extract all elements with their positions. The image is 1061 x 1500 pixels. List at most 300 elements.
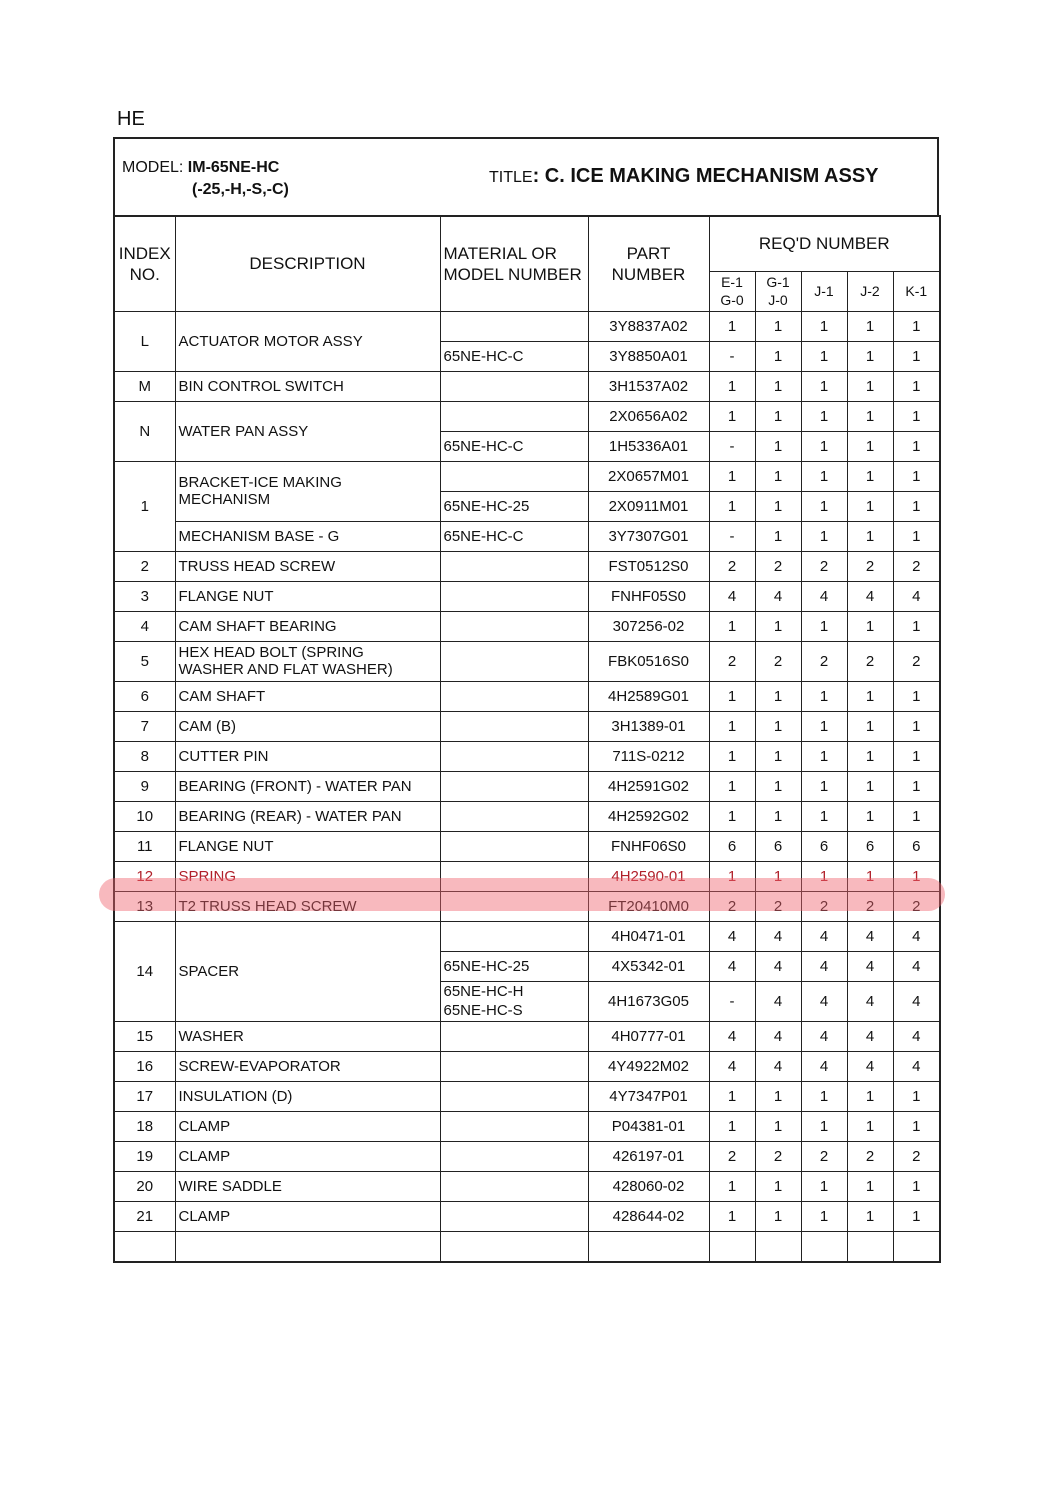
cell-description: [175, 641, 440, 681]
cell-qty: 2: [801, 551, 847, 581]
cell-qty: 1: [755, 371, 801, 401]
col-description: DESCRIPTION: [175, 216, 440, 311]
cell-qty: 6: [755, 831, 801, 861]
table-row: [114, 1021, 940, 1051]
cell-description: [175, 711, 440, 741]
table-row: [114, 641, 940, 681]
cell-qty: 2: [893, 551, 940, 581]
col-reqd-sub-line1: G-1: [766, 274, 790, 290]
cell-qty: 1: [893, 1111, 940, 1141]
col-reqd-sub-line1: K-1: [905, 283, 928, 299]
cell-qty: 1: [893, 371, 940, 401]
cell-qty: 4: [755, 921, 801, 951]
cell-material: [440, 341, 588, 371]
cell-qty: 2: [755, 891, 801, 921]
cell-qty: 1: [801, 1081, 847, 1111]
cell-qty: 1: [801, 741, 847, 771]
cell-qty: 2: [709, 891, 755, 921]
table-row: [114, 681, 940, 711]
cell-part-number: 428644-02: [588, 1201, 709, 1231]
cell-description-text: BEARING (REAR) - WATER PAN: [178, 807, 402, 825]
col-reqd-sub-line1: J-2: [860, 283, 880, 299]
cell-material: [440, 861, 588, 891]
cell-qty: 1: [755, 461, 801, 491]
cell-qty: 2: [709, 551, 755, 581]
cell-index: 19: [114, 1141, 175, 1171]
cell-material: [440, 891, 588, 921]
cell-empty: [893, 1231, 940, 1262]
cell-qty: 1: [847, 341, 893, 371]
cell-part-number: 4H2590-01: [588, 861, 709, 891]
cell-material: [440, 431, 588, 461]
cell-description-text: CAM SHAFT: [178, 687, 266, 705]
cell-material: [440, 741, 588, 771]
cell-index: 4: [114, 611, 175, 641]
cell-qty: 2: [801, 891, 847, 921]
cell-description-text: CLAMP: [178, 1147, 231, 1165]
cell-description-text: BRACKET-ICE MAKING MECHANISM: [178, 474, 342, 508]
cell-qty: 4: [709, 951, 755, 981]
cell-qty: 2: [847, 1141, 893, 1171]
cell-qty: 1: [801, 1171, 847, 1201]
cell-qty: 1: [709, 371, 755, 401]
cell-index: 3: [114, 581, 175, 611]
table-row: [114, 371, 940, 401]
cell-qty: 2: [893, 1141, 940, 1171]
cell-empty: [114, 1231, 175, 1262]
cell-qty: 1: [709, 1201, 755, 1231]
cell-qty: 4: [893, 1021, 940, 1051]
cell-material-text: 65NE-HC-C: [443, 437, 524, 455]
cell-qty: 1: [893, 311, 940, 341]
cell-qty: 1: [801, 491, 847, 521]
cell-index: 9: [114, 771, 175, 801]
cell-qty: 1: [847, 861, 893, 891]
cell-qty: 1: [801, 371, 847, 401]
cell-part-number: 4X5342-01: [588, 951, 709, 981]
cell-qty: 1: [893, 521, 940, 551]
cell-part-number: 4H2591G02: [588, 771, 709, 801]
cell-qty: 6: [893, 831, 940, 861]
cell-qty: 1: [709, 1171, 755, 1201]
model-block: [122, 157, 289, 201]
cell-qty: 1: [847, 1081, 893, 1111]
cell-description: [175, 801, 440, 831]
cell-qty: 1: [709, 711, 755, 741]
cell-part-number: 4H2592G02: [588, 801, 709, 831]
cell-description: [175, 921, 440, 1021]
cell-index: 1: [114, 461, 175, 551]
cell-description: [175, 611, 440, 641]
cell-qty: 2: [893, 641, 940, 681]
cell-description-text: BIN CONTROL SWITCH: [178, 377, 344, 395]
cell-index: N: [114, 401, 175, 461]
cell-part-number: 3Y7307G01: [588, 521, 709, 551]
cell-qty: 1: [847, 1171, 893, 1201]
table-row: [114, 1171, 940, 1201]
cell-part-number: 2X0657M01: [588, 461, 709, 491]
cell-qty: 1: [847, 611, 893, 641]
cell-material: [440, 951, 588, 981]
cell-qty: 1: [893, 341, 940, 371]
parts-sheet: [113, 137, 939, 1263]
cell-qty: -: [709, 431, 755, 461]
cell-qty: 1: [847, 771, 893, 801]
cell-description: [175, 681, 440, 711]
table-row: [114, 921, 940, 951]
cell-description: [175, 401, 440, 461]
cell-description-text: ACTUATOR MOTOR ASSY: [178, 332, 363, 350]
cell-description-text: CLAMP: [178, 1117, 231, 1135]
cell-qty: -: [709, 521, 755, 551]
cell-empty: [709, 1231, 755, 1262]
model-suffix: (-25,-H,-S,-C): [192, 181, 289, 198]
cell-description: [175, 1201, 440, 1231]
cell-qty: 4: [847, 1051, 893, 1081]
cell-description-text: WATER PAN ASSY: [178, 422, 309, 440]
cell-qty: 4: [847, 1021, 893, 1051]
cell-part-number: 426197-01: [588, 1141, 709, 1171]
cell-material: [440, 641, 588, 681]
table-row: [114, 1081, 940, 1111]
cell-material: [440, 921, 588, 951]
cell-material: [440, 1081, 588, 1111]
cell-qty: 1: [755, 341, 801, 371]
cell-description-text: CLAMP: [178, 1207, 231, 1225]
cell-description-text: CAM (B): [178, 717, 236, 735]
cell-qty: 1: [755, 801, 801, 831]
cell-qty: 1: [709, 491, 755, 521]
cell-qty: 1: [893, 1171, 940, 1201]
cell-qty: 1: [755, 431, 801, 461]
cell-qty: 2: [893, 891, 940, 921]
cell-part-number: 428060-02: [588, 1171, 709, 1201]
cell-description: [175, 891, 440, 921]
cell-description-text-2: WASHER AND FLAT WASHER): [178, 661, 393, 678]
cell-index: L: [114, 311, 175, 371]
cell-description: [175, 1051, 440, 1081]
col-reqd-sub-line1: E-1: [721, 274, 743, 290]
cell-part-number: 3Y8850A01: [588, 341, 709, 371]
cell-qty: 4: [709, 921, 755, 951]
cell-index: 10: [114, 801, 175, 831]
cell-qty: 4: [801, 1051, 847, 1081]
cell-description: [175, 371, 440, 401]
cell-qty: 1: [801, 771, 847, 801]
col-reqd-sub-line2: J-0: [768, 292, 788, 308]
cell-description-text: WIRE SADDLE: [178, 1177, 282, 1195]
cell-material: [440, 831, 588, 861]
cell-empty: [175, 1231, 440, 1262]
cell-empty: [801, 1231, 847, 1262]
cell-qty: 1: [755, 1111, 801, 1141]
cell-material: [440, 1171, 588, 1201]
table-row: [114, 521, 940, 551]
cell-part-number: 1H5336A01: [588, 431, 709, 461]
cell-qty: 4: [893, 951, 940, 981]
cell-qty: 1: [709, 771, 755, 801]
cell-part-number: 2X0911M01: [588, 491, 709, 521]
cell-qty: 4: [755, 1021, 801, 1051]
table-row: [114, 311, 940, 341]
cell-qty: 1: [755, 1171, 801, 1201]
col-material-line1: MATERIAL OR: [443, 243, 557, 263]
cell-qty: 1: [801, 401, 847, 431]
cell-qty: 1: [709, 311, 755, 341]
cell-qty: 2: [801, 1141, 847, 1171]
col-index: [114, 216, 175, 311]
cell-description-text: CUTTER PIN: [178, 747, 269, 765]
cell-qty: 1: [847, 681, 893, 711]
table-row: [114, 551, 940, 581]
cell-description-text: FLANGE NUT: [178, 837, 274, 855]
cell-part-number: 4H0777-01: [588, 1021, 709, 1051]
cell-qty: 2: [709, 641, 755, 681]
cell-qty: 1: [709, 861, 755, 891]
cell-description-text: CAM SHAFT BEARING: [178, 617, 337, 635]
cell-qty: 1: [801, 611, 847, 641]
cell-qty: 1: [847, 521, 893, 551]
cell-qty: 2: [755, 551, 801, 581]
cell-description-text: FLANGE NUT: [178, 587, 274, 605]
cell-material: [440, 1021, 588, 1051]
col-reqd-sub: [893, 271, 940, 311]
table-row: [114, 711, 940, 741]
cell-qty: 4: [847, 921, 893, 951]
parts-table: [113, 215, 941, 1263]
cell-description: [175, 311, 440, 371]
cell-material: [440, 1051, 588, 1081]
table-row: [114, 611, 940, 641]
cell-qty: 4: [847, 951, 893, 981]
page-code: HE: [117, 108, 145, 130]
cell-qty: 1: [847, 1201, 893, 1231]
cell-index: 20: [114, 1171, 175, 1201]
sheet-title: [489, 165, 879, 188]
col-material-line2: MODEL NUMBER: [443, 264, 582, 284]
cell-qty: 4: [847, 981, 893, 1021]
cell-description-text: T2 TRUSS HEAD SCREW: [178, 897, 357, 915]
cell-qty: 1: [755, 861, 801, 891]
cell-index: 11: [114, 831, 175, 861]
cell-description: [175, 521, 440, 551]
col-index-line1: INDEX: [118, 243, 171, 263]
cell-material: [440, 491, 588, 521]
cell-description-text: WASHER: [178, 1027, 244, 1045]
col-reqd-sub: [847, 271, 893, 311]
cell-qty: 1: [709, 681, 755, 711]
cell-part-number: 4H1673G05: [588, 981, 709, 1021]
cell-index: 21: [114, 1201, 175, 1231]
cell-qty: 1: [847, 401, 893, 431]
cell-part-number: 3Y8837A02: [588, 311, 709, 341]
cell-qty: 1: [801, 341, 847, 371]
cell-index: 13: [114, 891, 175, 921]
cell-qty: -: [709, 981, 755, 1021]
title-label: TITLE: [489, 169, 533, 186]
cell-qty: 4: [801, 981, 847, 1021]
cell-part-number: FT20410M0: [588, 891, 709, 921]
cell-index: 18: [114, 1111, 175, 1141]
cell-qty: 1: [755, 681, 801, 711]
cell-qty: 1: [801, 861, 847, 891]
col-reqd-sub: [755, 271, 801, 311]
col-reqd-sub: [709, 271, 755, 311]
cell-description-text: SPACER: [178, 962, 240, 980]
cell-description-text: INSULATION (D): [178, 1087, 293, 1105]
cell-index: 8: [114, 741, 175, 771]
cell-qty: 6: [709, 831, 755, 861]
cell-qty: 1: [801, 711, 847, 741]
cell-qty: 1: [893, 711, 940, 741]
cell-qty: 6: [801, 831, 847, 861]
cell-part-number: 4Y4922M02: [588, 1051, 709, 1081]
cell-material: [440, 681, 588, 711]
cell-qty: 1: [709, 741, 755, 771]
cell-part-number: FNHF06S0: [588, 831, 709, 861]
table-row: [114, 771, 940, 801]
cell-qty: 1: [847, 1111, 893, 1141]
cell-qty: 1: [709, 801, 755, 831]
cell-empty: [440, 1231, 588, 1262]
cell-material: [440, 401, 588, 431]
cell-material: [440, 551, 588, 581]
table-row-empty: [114, 1231, 940, 1262]
cell-qty: 4: [893, 921, 940, 951]
cell-qty: 6: [847, 831, 893, 861]
cell-index: 16: [114, 1051, 175, 1081]
cell-material-text: 65NE-HC-H: [443, 983, 524, 1000]
title-value: : C. ICE MAKING MECHANISM ASSY: [532, 165, 879, 187]
table-row: [114, 831, 940, 861]
table-row: [114, 581, 940, 611]
cell-part-number: 3H1389-01: [588, 711, 709, 741]
cell-qty: 1: [801, 521, 847, 551]
cell-material-text: 65NE-HC-C: [443, 527, 524, 545]
cell-qty: 2: [847, 641, 893, 681]
cell-qty: 1: [801, 801, 847, 831]
cell-qty: 4: [801, 951, 847, 981]
cell-index: 7: [114, 711, 175, 741]
cell-qty: -: [709, 341, 755, 371]
cell-qty: 4: [709, 1021, 755, 1051]
cell-part-number: FST0512S0: [588, 551, 709, 581]
cell-qty: 1: [893, 461, 940, 491]
cell-material: [440, 711, 588, 741]
cell-qty: 1: [709, 1111, 755, 1141]
cell-qty: 1: [801, 1111, 847, 1141]
cell-part-number: 4H2589G01: [588, 681, 709, 711]
cell-material: [440, 521, 588, 551]
cell-qty: 1: [755, 491, 801, 521]
cell-material: [440, 1141, 588, 1171]
cell-qty: 4: [755, 1051, 801, 1081]
cell-index: 5: [114, 641, 175, 681]
cell-index: 2: [114, 551, 175, 581]
cell-material: [440, 371, 588, 401]
cell-qty: 1: [893, 401, 940, 431]
cell-qty: 1: [755, 741, 801, 771]
cell-qty: 1: [801, 681, 847, 711]
cell-qty: 1: [755, 771, 801, 801]
cell-index: M: [114, 371, 175, 401]
cell-description: [175, 461, 440, 521]
table-row: [114, 1111, 940, 1141]
cell-empty: [588, 1231, 709, 1262]
cell-part-number: FBK0516S0: [588, 641, 709, 681]
cell-material: [440, 311, 588, 341]
cell-qty: 1: [709, 1081, 755, 1111]
col-material: [440, 216, 588, 311]
cell-qty: 1: [755, 311, 801, 341]
cell-qty: 4: [801, 1021, 847, 1051]
table-row: [114, 1141, 940, 1171]
cell-part-number: 711S-0212: [588, 741, 709, 771]
col-index-line2: NO.: [129, 264, 160, 284]
cell-index: 12: [114, 861, 175, 891]
cell-material: [440, 581, 588, 611]
cell-description: [175, 551, 440, 581]
cell-qty: 2: [709, 1141, 755, 1171]
cell-part-number: 4H0471-01: [588, 921, 709, 951]
cell-qty: 4: [893, 981, 940, 1021]
cell-description: [175, 1141, 440, 1171]
cell-description-text: BEARING (FRONT) - WATER PAN: [178, 777, 412, 795]
cell-qty: 1: [755, 1081, 801, 1111]
table-row: [114, 861, 940, 891]
cell-qty: 1: [847, 311, 893, 341]
table-row: [114, 461, 940, 491]
cell-description-text: HEX HEAD BOLT (SPRING: [178, 644, 364, 661]
cell-material: [440, 1111, 588, 1141]
cell-qty: 1: [893, 431, 940, 461]
cell-qty: 4: [801, 581, 847, 611]
cell-qty: 4: [755, 581, 801, 611]
cell-qty: 1: [755, 401, 801, 431]
cell-material: [440, 771, 588, 801]
cell-qty: 1: [755, 521, 801, 551]
cell-description: [175, 741, 440, 771]
col-reqd-sub: [801, 271, 847, 311]
cell-description: [175, 831, 440, 861]
cell-qty: 1: [847, 461, 893, 491]
cell-part-number: 3H1537A02: [588, 371, 709, 401]
cell-qty: 2: [755, 1141, 801, 1171]
cell-material-text: 65NE-HC-C: [443, 347, 524, 365]
table-row: [114, 741, 940, 771]
cell-material-text: 65NE-HC-25: [443, 957, 530, 975]
cell-index: 6: [114, 681, 175, 711]
cell-material: [440, 611, 588, 641]
cell-material: [440, 801, 588, 831]
cell-empty: [847, 1231, 893, 1262]
col-part: [588, 216, 709, 311]
cell-qty: 4: [847, 581, 893, 611]
cell-qty: 1: [847, 431, 893, 461]
cell-material: [440, 461, 588, 491]
cell-qty: 4: [893, 1051, 940, 1081]
table-row: [114, 1051, 940, 1081]
cell-description: [175, 1171, 440, 1201]
cell-qty: 1: [847, 801, 893, 831]
cell-qty: 2: [847, 551, 893, 581]
cell-part-number: 4Y7347P01: [588, 1081, 709, 1111]
cell-material-text: 65NE-HC-25: [443, 497, 530, 515]
cell-qty: 1: [893, 771, 940, 801]
cell-description-text: TRUSS HEAD SCREW: [178, 557, 336, 575]
cell-qty: 4: [709, 581, 755, 611]
cell-material: [440, 1201, 588, 1231]
